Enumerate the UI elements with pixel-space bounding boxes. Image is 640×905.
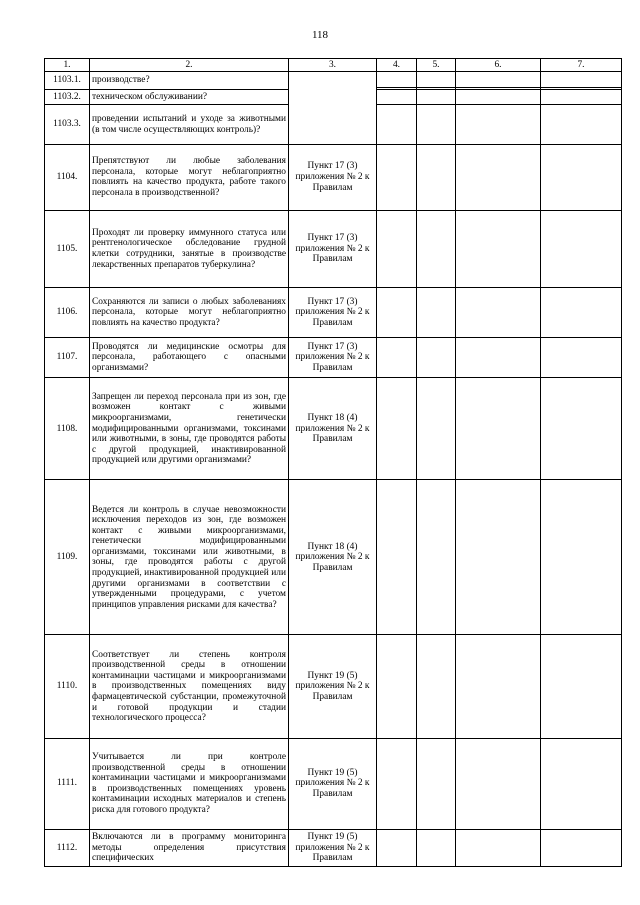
column-header: 1. xyxy=(45,59,90,72)
row-number: 1112. xyxy=(45,829,90,866)
answer-cell xyxy=(456,337,541,377)
answer-cell xyxy=(377,337,417,377)
row-reference: Пункт 19 (5) приложения № 2 к Правилам xyxy=(289,635,377,738)
row-question: производстве? xyxy=(90,72,289,90)
table-row xyxy=(45,635,622,738)
row-question: Ведется ли контроль в случае невозможности исключения переходов из зон, где возможен контакт с живыми микроорганизмами, генетически модифицированными организмами, токсинами или животными, в зоны, где проводятся работы с другой продукцией, инактивированной продукцией или другими организмами в соответствии с утвержденными процедурами, с учетом принципов управления рисками для качества? xyxy=(90,480,289,635)
answer-cell xyxy=(417,288,456,338)
answer-cell xyxy=(541,89,622,104)
answer-cell xyxy=(456,480,541,635)
answer-cell xyxy=(541,210,622,287)
column-header: 4. xyxy=(377,59,417,72)
row-number: 1109. xyxy=(45,480,90,635)
answer-cell xyxy=(541,72,622,90)
row-reference: Пункт 19 (5) приложения № 2 к Правилам xyxy=(289,829,377,866)
answer-cell xyxy=(541,480,622,635)
column-header: 3. xyxy=(289,59,377,72)
table-row xyxy=(45,337,622,377)
answer-cell xyxy=(377,288,417,338)
answer-cell xyxy=(541,288,622,338)
row-question: Сохраняются ли записи о любых заболеваниях персонала, которые могут неблагоприятно повлиять на качество продукта? xyxy=(90,288,289,338)
row-question: Препятствуют ли любые заболевания персонала, которые могут неблагоприятно повлиять на качество продукта, работе такого персонала в производственной? xyxy=(90,144,289,210)
column-header: 7. xyxy=(541,59,622,72)
answer-cell xyxy=(417,337,456,377)
row-number: 1105. xyxy=(45,210,90,287)
column-header: 5. xyxy=(417,59,456,72)
table-row xyxy=(45,378,622,480)
answer-cell xyxy=(541,829,622,866)
answer-cell xyxy=(377,72,417,90)
table-row xyxy=(45,288,622,338)
answer-cell xyxy=(377,89,417,104)
row-number: 1110. xyxy=(45,635,90,738)
answer-cell xyxy=(541,738,622,829)
row-reference: Пункт 18 (4) приложения № 2 к Правилам xyxy=(289,480,377,635)
answer-cell xyxy=(456,738,541,829)
row-question: Включаются ли в программу мониторинга методы определения присутствия специфических xyxy=(90,829,289,866)
column-header: 2. xyxy=(90,59,289,72)
answer-cell xyxy=(417,210,456,287)
answer-cell xyxy=(417,144,456,210)
row-number: 1103.1. xyxy=(45,72,90,90)
row-question: техническом обслуживании? xyxy=(90,89,289,104)
row-reference: Пункт 17 (3) приложения № 2 к Правилам xyxy=(289,144,377,210)
row-reference xyxy=(289,72,377,144)
row-number: 1107. xyxy=(45,337,90,377)
row-number: 1106. xyxy=(45,288,90,338)
column-header: 6. xyxy=(456,59,541,72)
answer-cell xyxy=(541,337,622,377)
answer-cell xyxy=(456,378,541,480)
row-reference: Пункт 17 (3) приложения № 2 к Правилам xyxy=(289,337,377,377)
answer-cell xyxy=(456,829,541,866)
answer-cell xyxy=(456,89,541,104)
answer-cell xyxy=(456,210,541,287)
row-number: 1111. xyxy=(45,738,90,829)
row-number: 1108. xyxy=(45,378,90,480)
header-row xyxy=(45,59,622,72)
answer-cell xyxy=(456,144,541,210)
answer-cell xyxy=(541,144,622,210)
row-number: 1104. xyxy=(45,144,90,210)
row-question: Проводятся ли медицинские осмотры для персонала, работающего с опасными организмами? xyxy=(90,337,289,377)
table-row xyxy=(45,210,622,287)
table-row xyxy=(45,72,622,90)
row-number: 1103.2. xyxy=(45,89,90,104)
answer-cell xyxy=(417,378,456,480)
answer-cell xyxy=(417,635,456,738)
answer-cell xyxy=(417,738,456,829)
row-number: 1103.3. xyxy=(45,105,90,144)
checklist-table xyxy=(44,58,622,867)
row-reference: Пункт 18 (4) приложения № 2 к Правилам xyxy=(289,378,377,480)
row-question: Соответствует ли степень контроля производственной среды в отношении контаминации частицами и микроорганизмами в производственных помещениях виду фармацевтической субстанции, промежуточной и готовой продукции и стадии технологического процесса? xyxy=(90,635,289,738)
answer-cell xyxy=(456,635,541,738)
answer-cell xyxy=(541,105,622,144)
row-reference: Пункт 17 (3) приложения № 2 к Правилам xyxy=(289,288,377,338)
answer-cell xyxy=(541,378,622,480)
answer-cell xyxy=(456,72,541,90)
answer-cell xyxy=(417,72,456,90)
table-row xyxy=(45,144,622,210)
answer-cell xyxy=(377,635,417,738)
answer-cell xyxy=(377,105,417,144)
answer-cell xyxy=(377,210,417,287)
table-row xyxy=(45,738,622,829)
answer-cell xyxy=(417,480,456,635)
answer-cell xyxy=(417,105,456,144)
answer-cell xyxy=(456,105,541,144)
row-reference: Пункт 19 (5) приложения № 2 к Правилам xyxy=(289,738,377,829)
row-question: проведении испытаний и уходе за животными (в том числе осуществляющих контроль)? xyxy=(90,105,289,144)
answer-cell xyxy=(417,89,456,104)
table-row xyxy=(45,829,622,866)
answer-cell xyxy=(377,480,417,635)
row-question: Учитывается ли при контроле производственной среды в отношении контаминации частицами и микроорганизмами в производственных помещениях уровень контаминации исходных материалов и степень риска для готового продукта? xyxy=(90,738,289,829)
row-reference: Пункт 17 (3) приложения № 2 к Правилам xyxy=(289,210,377,287)
row-question: Запрещен ли переход персонала при из зон, где возможен контакт с живыми микроорганизмами, генетически модифицированными организмами, токсинами или животными, в зоны, где проводятся работы с другой продукцией, инактивированной продукцией или другими организмами? xyxy=(90,378,289,480)
answer-cell xyxy=(377,829,417,866)
answer-cell xyxy=(377,738,417,829)
table-row xyxy=(45,480,622,635)
answer-cell xyxy=(456,288,541,338)
answer-cell xyxy=(417,829,456,866)
page-number: 118 xyxy=(311,29,329,41)
answer-cell xyxy=(377,378,417,480)
answer-cell xyxy=(377,144,417,210)
row-question: Проходят ли проверку иммунного статуса или рентгенологическое обследование грудной клетки сотрудники, занятые в производстве лекарственных препаратов туберкулина? xyxy=(90,210,289,287)
answer-cell xyxy=(541,635,622,738)
